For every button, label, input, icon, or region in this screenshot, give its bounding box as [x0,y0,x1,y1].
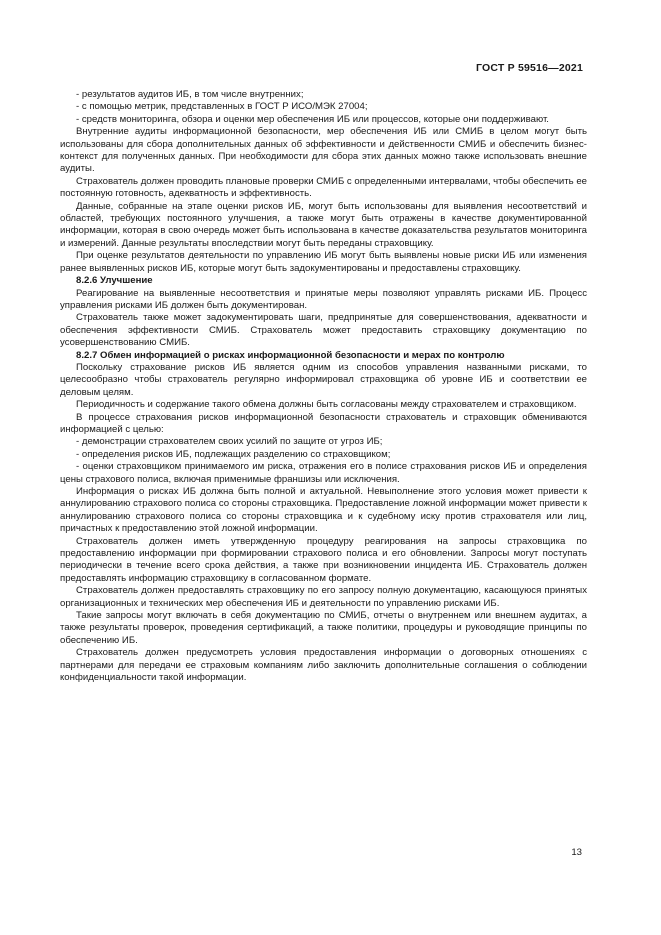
list-item: - демонстрации страхователем своих усилий по защите от угроз ИБ; [76,436,383,448]
paragraph: Данные, собранные на этапе оценки рисков ИБ, могут быть использованы для выявления несоответствий и областей, требующих постоянного улучшения, а также могут быть отражены в качестве документированной информации, которая в свою очередь может быть использована в качестве доказательства результатов мониторинга и измерений. Данные результаты впоследствии могут быть переданы страховщику. [60,200,587,249]
paragraph: Реагирование на выявленные несоответствия и принятые меры позволяют управлять рисками ИБ. Процесс управления рисками ИБ должен быть документирован. [60,287,587,311]
paragraph: Такие запросы могут включать в себя документацию по СМИБ, отчеты о внутреннем или внешнем аудитах, а также результаты проверок, проведения сертификаций, а также политики, процедуры и руководящие принципы по обеспечению ИБ. [60,610,587,646]
section-heading: 8.2.7 Обмен информацией о рисках информационной безопасности и мерах по контролю [76,349,505,361]
list-item: - оценки страховщиком принимаемого им риска, отражения его в полисе страхования рисков ИБ и определения цены страхового полиса, включая применимые франшизы или исключения. [60,461,587,485]
standard-code: ГОСТ Р 59516—2021 [475,62,583,74]
paragraph: В процессе страхования рисков информационной безопасности страхователь и страховщик обмениваются информацией с целью: [60,411,587,435]
paragraph: Периодичность и содержание такого обмена должны быть согласованы между страхователем и страховщиком. [76,399,577,411]
paragraph: Страхователь должен проводить плановые проверки СМИБ с определенными интервалами, чтобы обеспечить ее постоянную готовность, адекватность и эффективность. [60,175,588,200]
list-item: - результатов аудитов ИБ, в том числе внутренних; [76,89,304,100]
list-item: - определения рисков ИБ, подлежащих разделению со страховщиком; [76,448,391,460]
paragraph: При оценке результатов деятельности по управлению ИБ могут быть выявлены новые риски ИБ или изменения ранее выявленных рисков ИБ, которые могут быть задокументированы и предоставлены страховщику. [60,250,587,274]
paragraph: Внутренние аудиты информационной безопасности, мер обеспечения ИБ или СМИБ в целом могут быть использованы для сбора дополнительных данных об эффективности и действенности СМИБ и обеспечить бизнес-контекст для полученных данных. При необходимости для сбора этих данных можно также использовать внешние аудиты. [60,126,587,175]
paragraph: Информация о рисках ИБ должна быть полной и актуальной. Невыполнение этого условия может привести к аннулированию страхового полиса со стороны страховщика. Предоставление ложной информации может привести к аннулированию страхового полиса со стороны страховщика и к судебному иску против страхователя или лиц, причастных к предоставлению этой ложной информации. [60,486,587,535]
paragraph: Страхователь должен иметь утвержденную процедуру реагирования на запросы страховщика по предоставлению информации при формировании страхового полиса и его обновлении. Запросы могут поступать периодически в течение всего срока действия, а также при возникновении инцидента ИБ. Страхователь должен предоставлять информацию страховщику в согласованном формате. [60,535,587,584]
paragraph: Страхователь также может задокументировать шаги, предпринятые для совершенствования, адекватности и обеспечения эффективности СМИБ. Страхователь может предоставить страховщику документацию по усовершенствованию СМИБ. [60,312,587,349]
section-heading: 8.2.6 Улучшение [76,275,153,287]
page-number: 13 [571,847,582,858]
document-body [60,89,587,685]
paragraph: Страхователь должен предусмотреть условия предоставления информации о договорных отношениях с партнерами для передачи ее страховым компаниям либо заключить дополнительные соглашения о соблюдении конфиденциальности такой информации. [60,647,587,684]
paragraph: Страхователь должен предоставлять страховщику по его запросу полную документацию, касающуюся принятых организационных и технических мер обеспечения ИБ и деятельности по управлению рисками ИБ. [60,585,587,609]
list-item: - средств мониторинга, обзора и оценки мер обеспечения ИБ или процессов, которые они поддерживают. [76,113,549,125]
paragraph: Поскольку страхование рисков ИБ является одним из способов управления названными рисками, то целесообразно чтобы страхователь регулярно информировал страховщика об уровне ИБ и соответствии ее деловым целям. [60,361,587,398]
list-item: - с помощью метрик, представленных в ГОСТ Р ИСО/МЭК 27004; [76,101,368,113]
